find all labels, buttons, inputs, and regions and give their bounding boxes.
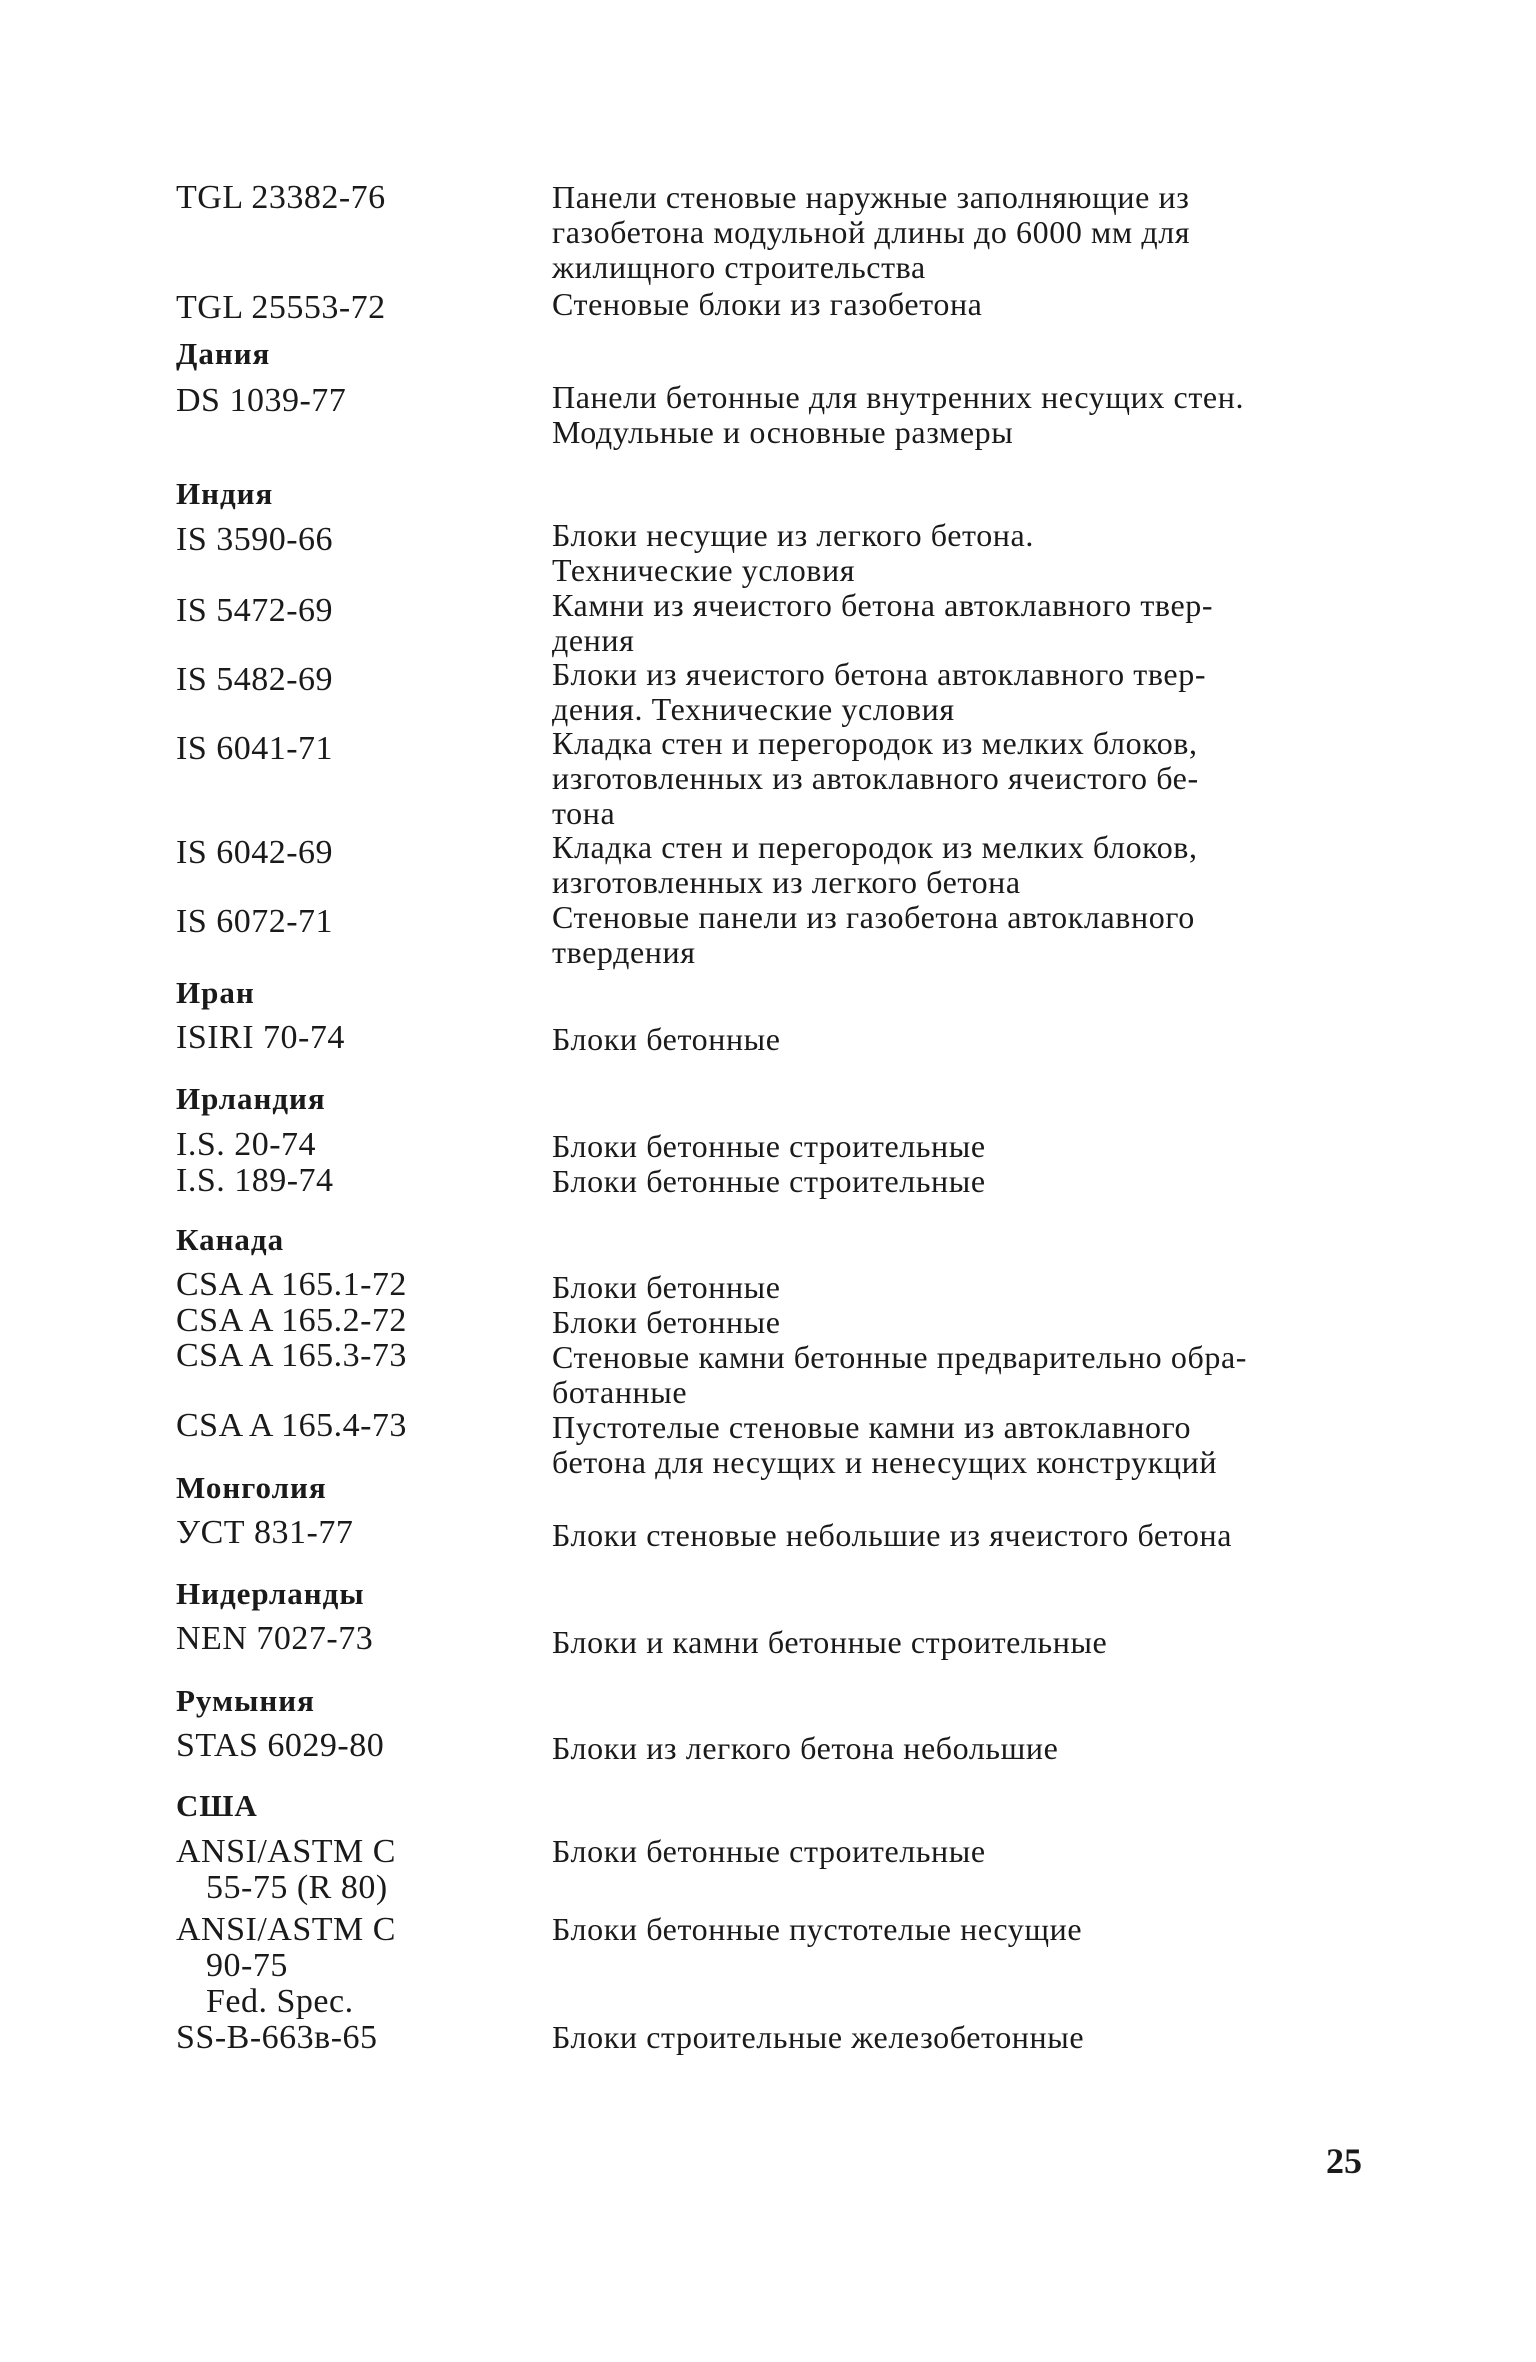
desc-line: Блоки из ячеистого бетона автоклавного твер- — [552, 656, 1207, 692]
standard-description — [552, 518, 1352, 588]
code-line: I.S. 189-74 — [176, 1162, 334, 1199]
code-line: CSA A 165.3-73 — [176, 1337, 407, 1374]
desc-line: Камни из ячеистого бетона автоклавного твер- — [552, 587, 1214, 623]
code-line: УСТ 831-77 — [176, 1514, 354, 1551]
desc-line: Блоки бетонные — [552, 1269, 781, 1305]
standard-code — [176, 1912, 516, 1984]
code-line: CSA A 165.4-73 — [176, 1407, 407, 1444]
code-line: SS-B-663в-65 — [176, 2019, 378, 2056]
country-heading: Индия — [176, 476, 274, 511]
standard-code — [176, 1621, 516, 1657]
standard-description — [552, 830, 1352, 900]
code-line: STAS 6029-80 — [176, 1727, 385, 1764]
standard-code — [176, 1338, 516, 1374]
standard-description — [552, 726, 1352, 831]
standard-code — [176, 593, 516, 629]
code-line: ISIRI 70-74 — [176, 1019, 345, 1056]
desc-line: Стеновые камни бетонные предварительно обра- — [552, 1339, 1248, 1375]
code-line: CSA A 165.1-72 — [176, 1266, 407, 1303]
standard-description — [552, 1834, 1352, 1869]
standard-code — [176, 904, 516, 940]
standard-description — [552, 657, 1352, 727]
code-line: IS 3590-66 — [176, 521, 334, 558]
code-line: 90-75 — [206, 1947, 288, 1984]
standard-code — [176, 731, 516, 767]
desc-line: Кладка стен и перегородок из мелких блоков, — [552, 829, 1198, 865]
desc-line: Пустотелые стеновые камни из автоклавного — [552, 1409, 1192, 1445]
standard-code — [176, 1020, 516, 1056]
standard-code — [176, 1163, 516, 1199]
standard-description — [552, 1912, 1352, 1947]
country-heading: Иран — [176, 975, 255, 1010]
desc-line: Панели стеновые наружные заполняющие из — [552, 179, 1190, 215]
desc-line: изготовленных из легкого бетона — [552, 864, 1021, 900]
country-heading: Румыния — [176, 1683, 315, 1718]
standard-code — [176, 1984, 516, 2056]
standard-description — [552, 180, 1352, 285]
code-line: IS 5482-69 — [176, 661, 334, 698]
standard-description — [552, 1731, 1352, 1766]
code-line: 55-75 (R 80) — [206, 1869, 388, 1906]
standard-code — [176, 1267, 516, 1303]
standard-description — [552, 900, 1352, 970]
desc-line: Блоки и камни бетонные строительные — [552, 1624, 1108, 1660]
desc-line: Блоки бетонные пустотелые несущие — [552, 1911, 1083, 1947]
code-line: IS 5472-69 — [176, 592, 334, 629]
code-line: ANSI/ASTM C — [176, 1911, 396, 1948]
desc-line: Кладка стен и перегородок из мелких блоков, — [552, 725, 1198, 761]
standard-code — [176, 180, 516, 216]
code-line: IS 6042-69 — [176, 834, 334, 871]
page-number: 25 — [1326, 2141, 1362, 2181]
code-line: NEN 7027-73 — [176, 1620, 374, 1657]
code-line: CSA A 165.2-72 — [176, 1302, 407, 1339]
desc-line: Блоки несущие из легкого бетона. — [552, 517, 1034, 553]
desc-line: Стеновые блоки из газобетона — [552, 286, 983, 322]
standard-code — [176, 1728, 516, 1764]
desc-line: бетона для несущих и ненесущих конструкций — [552, 1444, 1218, 1480]
desc-line: Блоки бетонные — [552, 1304, 781, 1340]
desc-line: Технические условия — [552, 552, 856, 588]
desc-line: дения — [552, 622, 635, 658]
standard-code — [176, 1515, 516, 1551]
desc-line: изготовленных из автоклавного ячеистого бе- — [552, 760, 1199, 796]
desc-line: Блоки бетонные — [552, 1021, 781, 1057]
country-heading: Монголия — [176, 1470, 327, 1505]
desc-line: газобетона модульной длины до 6000 мм для — [552, 214, 1191, 250]
standard-code — [176, 290, 516, 326]
code-line: DS 1039-77 — [176, 382, 347, 419]
country-heading: Канада — [176, 1222, 285, 1257]
code-line: IS 6072-71 — [176, 903, 334, 940]
standard-description — [552, 1518, 1352, 1553]
code-line: TGL 25553-72 — [176, 289, 386, 326]
standard-description — [552, 1340, 1352, 1410]
standard-description — [552, 380, 1352, 450]
desc-line: жилищного строительства — [552, 249, 926, 285]
desc-line: Блоки строительные железобетонные — [552, 2019, 1085, 2055]
standard-description — [552, 1164, 1352, 1199]
desc-line: тона — [552, 795, 616, 831]
standard-code — [176, 1408, 516, 1444]
standard-code — [176, 522, 516, 558]
standard-description — [552, 1305, 1352, 1340]
standard-description — [552, 287, 1352, 322]
standard-code — [176, 835, 516, 871]
desc-line: Блоки стеновые небольшие из ячеистого бетона — [552, 1517, 1232, 1553]
country-heading: США — [176, 1788, 258, 1823]
standard-description — [552, 1270, 1352, 1305]
standard-code — [176, 1127, 516, 1163]
standard-code — [176, 1834, 516, 1906]
code-line: TGL 23382-76 — [176, 179, 386, 216]
standard-description — [552, 1022, 1352, 1057]
desc-line: Блоки из легкого бетона небольшие — [552, 1730, 1059, 1766]
code-line: Fed. Spec. — [206, 1983, 354, 2020]
standard-code — [176, 662, 516, 698]
standard-description — [552, 1625, 1352, 1660]
desc-line: Блоки бетонные строительные — [552, 1833, 986, 1869]
country-heading: Нидерланды — [176, 1576, 365, 1611]
country-heading: Дания — [176, 336, 271, 371]
desc-line: Модульные и основные размеры — [552, 414, 1014, 450]
desc-line: дения. Технические условия — [552, 691, 955, 727]
desc-line: Блоки бетонные строительные — [552, 1163, 986, 1199]
country-heading: Ирландия — [176, 1081, 326, 1116]
desc-line: твердения — [552, 934, 696, 970]
standard-description — [552, 1129, 1352, 1164]
standard-code — [176, 1303, 516, 1339]
code-line: ANSI/ASTM C — [176, 1833, 396, 1870]
desc-line: Стеновые панели из газобетона автоклавного — [552, 899, 1195, 935]
standard-description — [552, 2020, 1352, 2055]
standard-description — [552, 588, 1352, 658]
desc-line: Панели бетонные для внутренних несущих стен. — [552, 379, 1245, 415]
code-line: I.S. 20-74 — [176, 1126, 317, 1163]
desc-line: Блоки бетонные строительные — [552, 1128, 986, 1164]
standard-description — [552, 1410, 1352, 1480]
standard-code — [176, 383, 516, 419]
code-line: IS 6041-71 — [176, 730, 334, 767]
desc-line: ботанные — [552, 1374, 688, 1410]
